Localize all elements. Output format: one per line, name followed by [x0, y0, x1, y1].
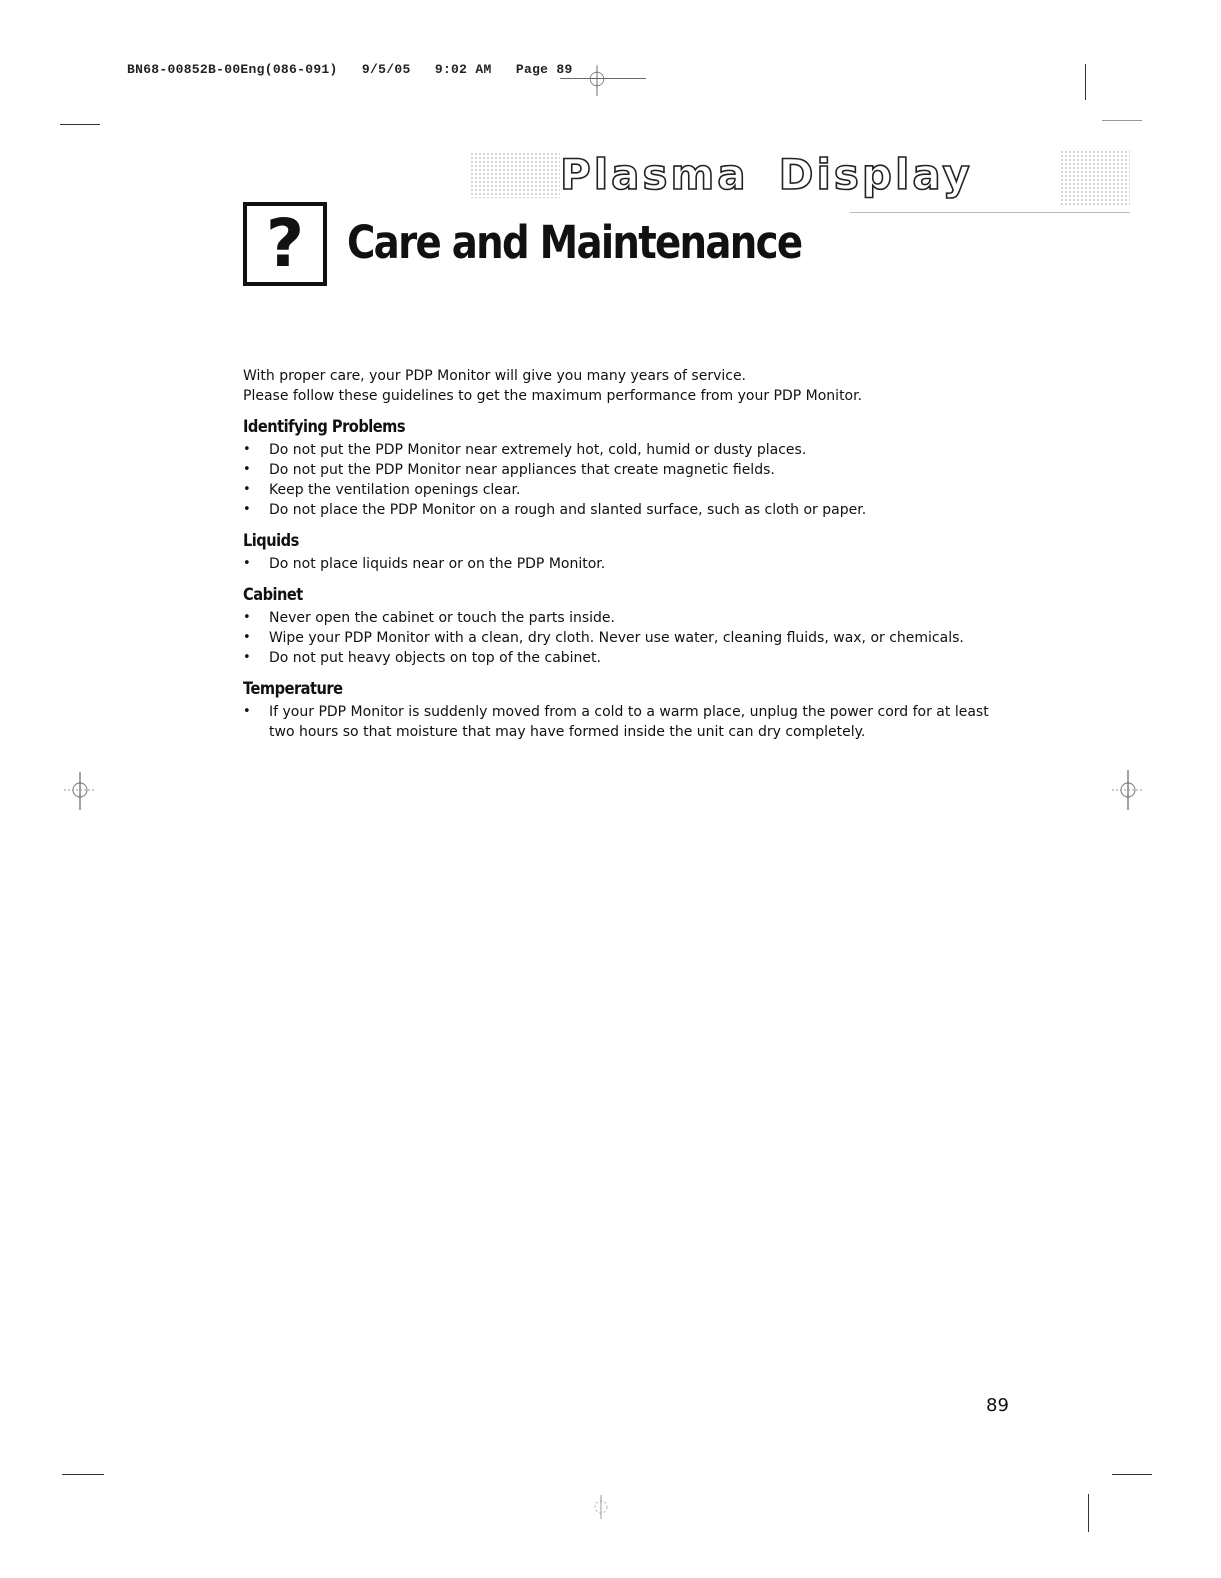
main-content [243, 366, 1013, 742]
banner-word-display: Display [778, 150, 973, 199]
crop-mark-top-right-h [1102, 120, 1142, 121]
bullet-list [243, 554, 1013, 574]
banner-rule [850, 212, 1130, 213]
section-cabinet [243, 582, 1013, 668]
list-item: • Do not put the PDP Monitor near appliances that create magnetic fields. [243, 460, 1013, 480]
list-item: • Do not put the PDP Monitor near extremely hot, cold, humid or dusty places. [243, 440, 1013, 460]
banner-dot-pattern-right [1060, 150, 1130, 206]
list-item: • If your PDP Monitor is suddenly moved from a cold to a warm place, unplug the power cord for at least two hours so that moisture that may have formed inside the unit can dry completely. [243, 702, 1013, 742]
list-item: • Do not put heavy objects on top of the cabinet. [243, 648, 1013, 668]
intro-line: With proper care, your PDP Monitor will give you many years of service. [243, 368, 747, 384]
list-item: • Wipe your PDP Monitor with a clean, dry cloth. Never use water, cleaning fluids, wax, or chemicals. [243, 628, 1013, 648]
section-heading: Temperature [243, 679, 343, 699]
bullet-list [243, 608, 1013, 668]
intro-text [243, 366, 1013, 406]
section-heading: Liquids [243, 531, 299, 551]
list-item: • Keep the ventilation openings clear. [243, 480, 1013, 500]
print-slug: BN68-00852B-00Eng(086-091) 9/5/05 9:02 AM Page 89 [127, 62, 573, 77]
page-number: 89 [986, 1395, 1009, 1416]
list-item: • Do not place the PDP Monitor on a rough and slanted surface, such as cloth or paper. [243, 500, 1013, 520]
crop-mark-bottom-right [1112, 1474, 1152, 1475]
crop-mark-top-left [60, 124, 100, 125]
page-title: Care and Maintenance [347, 216, 802, 269]
list-item: • Never open the cabinet or touch the parts inside. [243, 608, 1013, 628]
section-heading: Identifying Problems [243, 417, 406, 437]
bullet-list [243, 702, 1013, 742]
registration-mark-bottom [586, 1492, 616, 1522]
section-heading: Cabinet [243, 585, 303, 605]
bullet-list [243, 440, 1013, 520]
banner-word-plasma: Plasma [560, 150, 749, 199]
crop-mark-bottom-left [62, 1474, 104, 1475]
banner-dot-pattern-left [470, 152, 560, 198]
question-mark-icon: ? [243, 202, 327, 286]
crop-mark-top-right [1085, 64, 1086, 100]
registration-mark-left [60, 770, 100, 810]
registration-mark-top [580, 62, 614, 96]
section-liquids [243, 528, 1013, 574]
section-identifying-problems [243, 414, 1013, 520]
list-item: • Do not place liquids near or on the PDP Monitor. [243, 554, 1013, 574]
registration-mark-right [1108, 770, 1148, 810]
crop-mark-bottom-right-v [1088, 1494, 1089, 1532]
intro-line: Please follow these guidelines to get the maximum performance from your PDP Monitor. [243, 388, 863, 404]
plasma-display-banner [560, 150, 973, 199]
section-temperature [243, 676, 1013, 742]
